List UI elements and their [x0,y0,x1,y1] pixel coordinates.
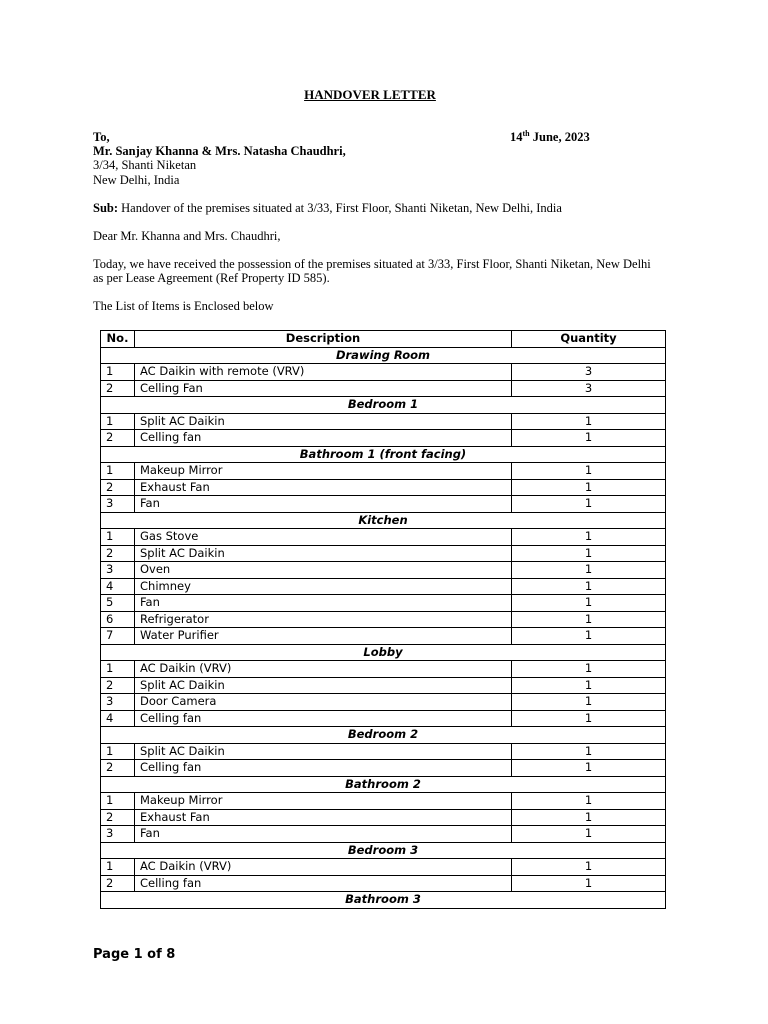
section-title: Bedroom 2 [101,727,666,744]
section-row [101,842,666,859]
section-row [101,512,666,529]
item-quantity: 1 [512,463,666,480]
table-row [101,496,666,513]
section-title: Bathroom 2 [101,776,666,793]
item-description: Chimney [135,578,512,595]
table-row [101,364,666,381]
section-row [101,347,666,364]
item-number: 2 [101,430,135,447]
item-quantity: 1 [512,496,666,513]
page-footer: Page 1 of 8 [93,947,176,962]
item-number: 3 [101,562,135,579]
letter-date [510,130,590,145]
item-quantity: 1 [512,677,666,694]
table-row [101,710,666,727]
item-quantity: 1 [512,743,666,760]
list-intro: The List of Items is Enclosed below [93,299,274,313]
item-quantity: 1 [512,760,666,777]
section-row [101,446,666,463]
table-row [101,413,666,430]
item-description: Split AC Daikin [135,545,512,562]
items-table-body [101,347,666,908]
item-description: Exhaust Fan [135,809,512,826]
section-title: Bedroom 1 [101,397,666,414]
section-row [101,776,666,793]
item-number: 1 [101,661,135,678]
item-quantity: 1 [512,628,666,645]
item-description: AC Daikin (VRV) [135,859,512,876]
table-row [101,793,666,810]
item-number: 5 [101,595,135,612]
item-description: Celling fan [135,760,512,777]
item-quantity: 1 [512,710,666,727]
item-description: Water Purifier [135,628,512,645]
table-row [101,562,666,579]
item-description: AC Daikin (VRV) [135,661,512,678]
item-description: Celling fan [135,710,512,727]
table-row [101,875,666,892]
page-title: HANDOVER LETTER [304,87,436,102]
section-title: Drawing Room [101,347,666,364]
item-number: 2 [101,809,135,826]
item-quantity: 3 [512,380,666,397]
item-quantity: 1 [512,826,666,843]
item-quantity: 1 [512,694,666,711]
item-number: 2 [101,380,135,397]
item-quantity: 1 [512,875,666,892]
item-number: 4 [101,578,135,595]
date-suffix: th [522,129,530,138]
item-description: Split AC Daikin [135,677,512,694]
item-number: 3 [101,826,135,843]
item-number: 1 [101,743,135,760]
body-line-2: as per Lease Agreement (Ref Property ID 585). [93,271,330,285]
subject-text: Handover of the premises situated at 3/33, First Floor, Shanti Niketan, New Delhi, India [118,201,562,215]
item-quantity: 1 [512,430,666,447]
section-row [101,644,666,661]
item-number: 2 [101,545,135,562]
greeting: Dear Mr. Khanna and Mrs. Chaudhri, [93,229,281,243]
item-description: Fan [135,826,512,843]
section-row [101,727,666,744]
item-number: 1 [101,793,135,810]
item-quantity: 1 [512,793,666,810]
item-quantity: 1 [512,413,666,430]
item-quantity: 1 [512,611,666,628]
item-description: Celling Fan [135,380,512,397]
item-description: Fan [135,595,512,612]
item-quantity: 1 [512,562,666,579]
item-number: 1 [101,859,135,876]
table-row [101,545,666,562]
item-number: 1 [101,529,135,546]
item-number: 6 [101,611,135,628]
subject-label: Sub: [93,201,119,215]
item-description: Celling fan [135,875,512,892]
subject-line [93,201,562,216]
items-table [100,330,666,909]
table-header-row [101,331,666,348]
salutation-to: To, [93,130,110,144]
table-row [101,694,666,711]
item-number: 4 [101,710,135,727]
item-description: Split AC Daikin [135,413,512,430]
section-title: Kitchen [101,512,666,529]
item-description: Oven [135,562,512,579]
item-description: Makeup Mirror [135,793,512,810]
header-quantity: Quantity [512,331,666,348]
table-row [101,809,666,826]
body-line-1: Today, we have received the possession of the premises situated at 3/33, First Floor, Shanti Niketan, New Delhi [93,257,651,271]
table-row [101,628,666,645]
table-row [101,430,666,447]
item-description: AC Daikin with remote (VRV) [135,364,512,381]
item-number: 2 [101,875,135,892]
item-number: 2 [101,677,135,694]
item-number: 1 [101,463,135,480]
table-row [101,760,666,777]
item-description: Fan [135,496,512,513]
section-row [101,892,666,909]
item-quantity: 1 [512,529,666,546]
item-number: 3 [101,496,135,513]
item-quantity: 1 [512,661,666,678]
item-quantity: 1 [512,595,666,612]
item-description: Door Camera [135,694,512,711]
item-quantity: 1 [512,859,666,876]
section-title: Bathroom 1 (front facing) [101,446,666,463]
table-row [101,529,666,546]
item-description: Split AC Daikin [135,743,512,760]
item-description: Exhaust Fan [135,479,512,496]
section-row [101,397,666,414]
item-quantity: 3 [512,364,666,381]
item-description: Makeup Mirror [135,463,512,480]
header-no: No. [101,331,135,348]
table-row [101,661,666,678]
table-row [101,826,666,843]
item-number: 1 [101,413,135,430]
addressee: Mr. Sanjay Khanna & Mrs. Natasha Chaudhri, [93,144,346,158]
item-number: 7 [101,628,135,645]
item-quantity: 1 [512,809,666,826]
item-number: 1 [101,364,135,381]
item-number: 3 [101,694,135,711]
header-description: Description [135,331,512,348]
table-row [101,595,666,612]
address-line-1: 3/34, Shanti Niketan [93,158,197,172]
item-number: 2 [101,479,135,496]
address-line-2: New Delhi, India [93,173,180,187]
item-description: Celling fan [135,430,512,447]
table-row [101,463,666,480]
date-day: 14 [510,130,523,144]
item-description: Refrigerator [135,611,512,628]
table-row [101,578,666,595]
section-title: Bedroom 3 [101,842,666,859]
table-row [101,380,666,397]
item-number: 2 [101,760,135,777]
table-row [101,611,666,628]
date-rest: June, 2023 [529,130,590,144]
item-quantity: 1 [512,479,666,496]
section-title: Bathroom 3 [101,892,666,909]
table-row [101,743,666,760]
section-title: Lobby [101,644,666,661]
item-quantity: 1 [512,578,666,595]
item-description: Gas Stove [135,529,512,546]
table-row [101,479,666,496]
table-row [101,677,666,694]
table-row [101,859,666,876]
item-quantity: 1 [512,545,666,562]
